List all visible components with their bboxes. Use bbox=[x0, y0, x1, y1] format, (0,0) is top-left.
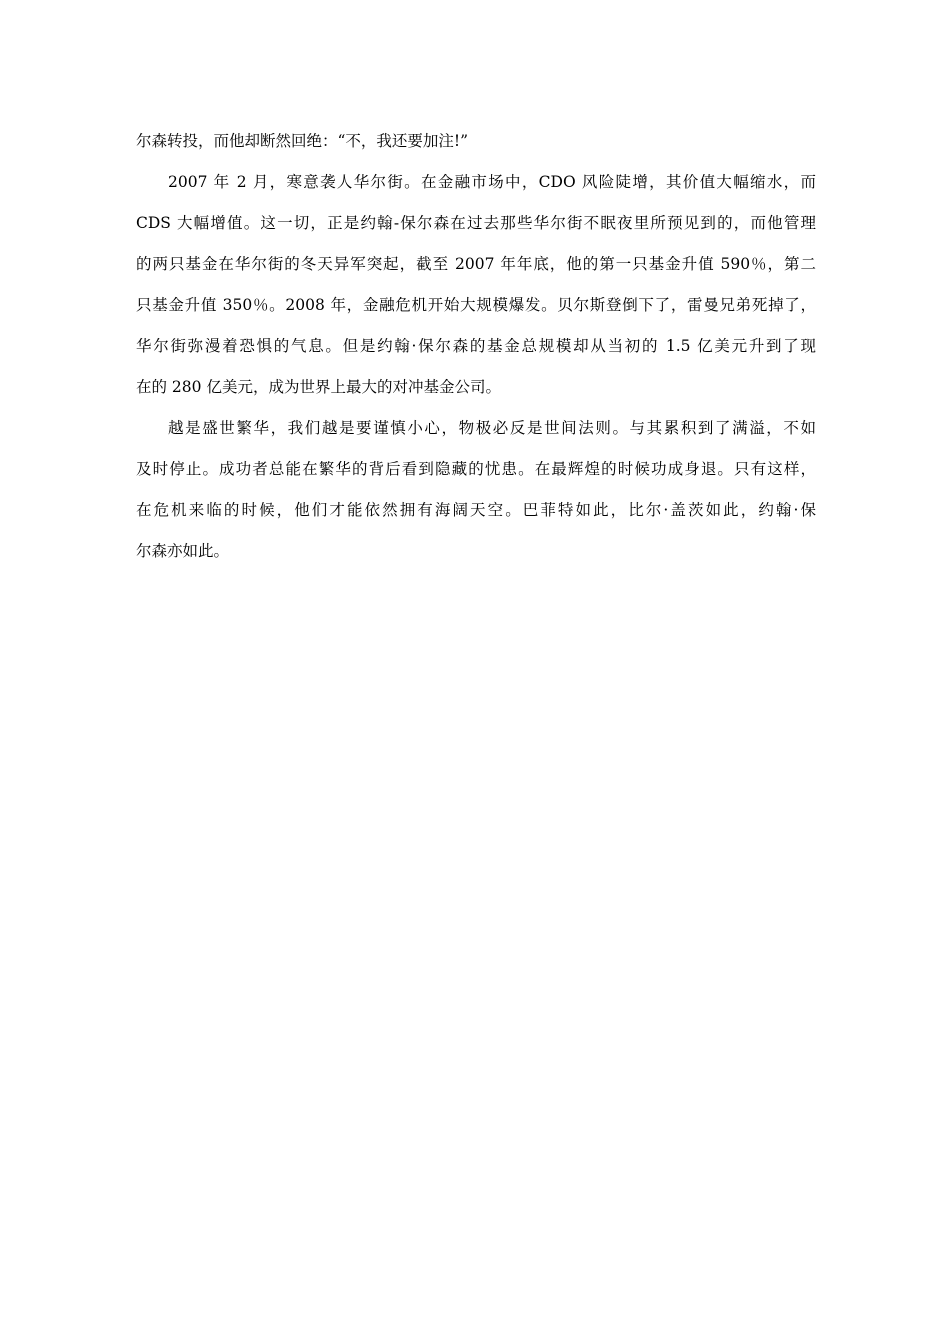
text-line-7: 在的 280 亿美元，成为世界上最大的对冲基金公司。 bbox=[136, 378, 501, 396]
text-line-1: 尔森转投，而他却断然回绝：“不，我还要加注!” bbox=[136, 132, 469, 150]
text-line-6: 华尔街弥漫着恐惧的气息。但是约翰·保尔森的基金总规模却从当初的 1.5 亿美元升到了现 bbox=[136, 337, 816, 355]
text-line-4: 的两只基金在华尔街的冬天异军突起，截至 2007 年年底，他的第一只基金升值 590％，第二 bbox=[136, 255, 816, 273]
text-line-8: 越是盛世繁华，我们越是要谨慎小心，物极必反是世间法则。与其累积到了满溢，不如 bbox=[168, 419, 816, 437]
text-line-2: 2007 年 2 月，寒意袭人华尔街。在金融市场中，CDO 风险陡增，其价值大幅缩水，而 bbox=[168, 173, 816, 191]
text-line-10: 在危机来临的时候，他们才能依然拥有海阔天空。巴菲特如此，比尔·盖茨如此，约翰·保 bbox=[136, 501, 816, 519]
text-line-9: 及时停止。成功者总能在繁华的背后看到隐藏的忧患。在最辉煌的时候功成身退。只有这样， bbox=[136, 460, 816, 478]
body-text bbox=[136, 121, 816, 572]
text-line-3: CDS 大幅增值。这一切，正是约翰-保尔森在过去那些华尔街不眠夜里所预见到的，而他管理 bbox=[136, 214, 816, 232]
text-line-5: 只基金升值 350％。2008 年，金融危机开始大规模爆发。贝尔斯登倒下了，雷曼兄弟死掉了， bbox=[136, 296, 816, 314]
text-line-11: 尔森亦如此。 bbox=[136, 542, 230, 560]
